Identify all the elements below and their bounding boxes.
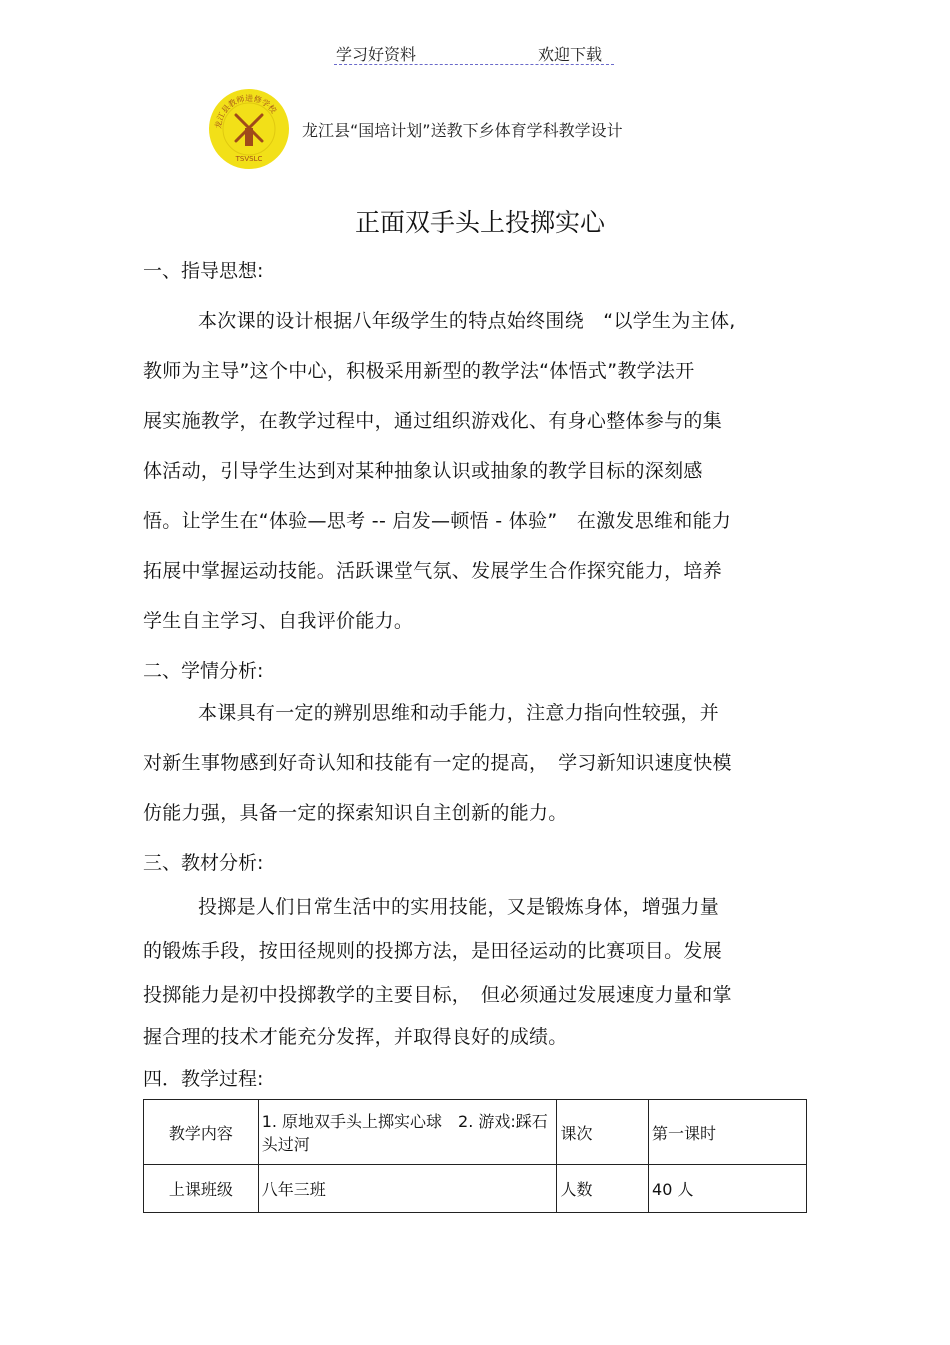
paragraph-line: 仿能力强，具备一定的探索知识自主创新的能力。: [143, 802, 568, 824]
paragraph-line: 展实施教学，在教学过程中，通过组织游戏化、有身心整体参与的集: [143, 410, 723, 432]
header-left-text: 学习好资料: [336, 45, 417, 64]
table-cell: 八年三班: [258, 1165, 557, 1213]
paragraph-line: 本次课的设计根据八年级学生的特点始终围绕 “以学生为主体,: [198, 310, 736, 332]
table-cell: 1. 原地双手头上掷实心球 2. 游戏:踩石头过河: [258, 1100, 557, 1165]
paragraph-line: 学生自主学习、自我评价能力。: [143, 610, 414, 632]
paragraph-line: 对新生事物感到好奇认知和技能有一定的提高， 学习新知识速度快模: [143, 752, 732, 774]
header-divider: [334, 64, 614, 65]
paragraph-line: 体活动，引导学生达到对某种抽象认识或抽象的教学目标的深刻感: [143, 460, 703, 482]
document-title: 正面双手头上投掷实心: [354, 208, 605, 237]
section-heading: 二、学情分析:: [143, 660, 264, 682]
paragraph-line: 握合理的技术才能充分发挥，并取得良好的成绩。: [143, 1026, 568, 1048]
section-heading: 三、教材分析:: [143, 852, 264, 874]
logo-ring-text: 龙江县教师进修学校: [213, 93, 279, 130]
paragraph-line: 的锻炼手段，按田径规则的投掷方法，是田径运动的比赛项目。发展: [143, 940, 723, 962]
table-cell: 上课班级: [144, 1165, 259, 1213]
table-cell: 40 人: [649, 1165, 807, 1213]
section-heading: 四．教学过程:: [143, 1068, 264, 1090]
school-logo: [208, 88, 290, 170]
table-row: [144, 1100, 807, 1165]
table-cell: 教学内容: [144, 1100, 259, 1165]
section-heading: 一、指导思想:: [143, 260, 264, 282]
logo-bottom-text: TSVSLC: [235, 155, 263, 163]
paragraph-line: 本课具有一定的辨别思维和动手能力，注意力指向性较强，并: [198, 702, 720, 724]
table-cell: 人数: [557, 1165, 649, 1213]
table-cell: 课次: [557, 1100, 649, 1165]
paragraph-line: 悟。让学生在“体验—思考 -- 启发—顿悟 - 体验” 在激发思维和能力: [143, 510, 732, 532]
logo-caption: 龙江县“国培计划”送教下乡体育学科教学设计: [302, 121, 623, 140]
lesson-info-table: [143, 1099, 807, 1213]
paragraph-line: 教师为主导”这个中心，积极采用新型的教学法“体悟式”教学法开: [143, 360, 695, 382]
table-cell: 第一课时: [649, 1100, 807, 1165]
paragraph-line: 投掷是人们日常生活中的实用技能，又是锻炼身体，增强力量: [198, 896, 720, 918]
table-row: [144, 1165, 807, 1213]
paragraph-line: 投掷能力是初中投掷教学的主要目标， 但必须通过发展速度力量和掌: [143, 984, 732, 1006]
header-right-text: 欢迎下载: [538, 45, 603, 64]
paragraph-line: 拓展中掌握运动技能。活跃课堂气氛、发展学生合作探究能力，培养: [143, 560, 723, 582]
